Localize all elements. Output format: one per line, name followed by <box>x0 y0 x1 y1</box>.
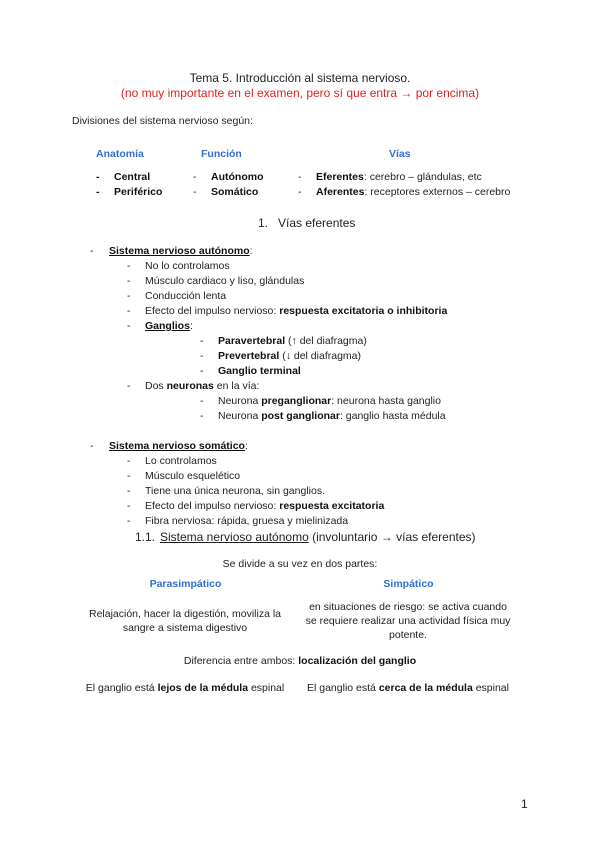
division-row: - <box>193 171 197 183</box>
division-item: Central <box>114 171 151 183</box>
section-title: Vías eferentes <box>278 216 356 230</box>
division-row: - <box>193 186 197 198</box>
list-item: Prevertebral (↓ del diafragma) <box>218 350 361 362</box>
bullet-dash: - <box>127 500 131 512</box>
bullet-dash: - <box>127 305 131 317</box>
heading-funcion: Función <box>201 148 242 160</box>
list-item: Neurona preganglionar: neurona hasta ganglio <box>218 395 441 407</box>
simpatico-text: se requiere realizar una actividad física muy <box>305 615 511 627</box>
heading-parasimpatico: Parasimpático <box>149 578 222 590</box>
section-number: 1. <box>258 216 269 230</box>
autonomo-heading: Sistema nervioso autónomo: <box>109 245 253 257</box>
parasimpatico-text: Relajación, hacer la digestión, moviliza la <box>88 608 281 620</box>
list-item: Dos neuronas en la vía: <box>145 380 260 392</box>
division-item: Aferentes: receptores externos – cerebro <box>316 186 511 198</box>
list-item: Músculo cardiaco y liso, glándulas <box>145 275 305 287</box>
bullet-dash: - <box>127 380 131 392</box>
parasimpatico-text: sangre a sistema digestivo <box>122 622 248 634</box>
bullet-dash: - <box>127 260 131 272</box>
list-item: Tiene una única neurona, sin ganglios. <box>145 485 325 497</box>
bullet-dash: - <box>90 440 94 452</box>
section-title: Sistema nervioso autónomo (involuntario → vías eferentes) <box>160 530 476 544</box>
heading-vias: Vías <box>389 148 411 160</box>
division-item: Periférico <box>114 186 163 198</box>
list-item: Paravertebral (↑ del diafragma) <box>218 335 367 347</box>
bullet-dash: - <box>127 455 131 467</box>
bullet-dash: - <box>200 350 204 362</box>
list-item: Fibra nerviosa: rápida, gruesa y mielinizada <box>145 515 349 527</box>
list-item: No lo controlamos <box>145 260 230 272</box>
bullet-dash: - <box>200 365 204 377</box>
page-subtitle: (no muy importante en el examen, pero sí que entra → por encima) <box>120 86 480 100</box>
bullet-dash: - <box>90 245 94 257</box>
division-item: Autónomo <box>211 171 264 183</box>
list-item: Ganglios: <box>145 320 193 332</box>
list-item: Músculo esquelético <box>145 470 241 482</box>
bullet-dash: - <box>127 275 131 287</box>
division-item: Eferentes: cerebro – glándulas, etc <box>316 171 482 183</box>
bullet-dash: - <box>200 410 204 422</box>
bullet-dash: - <box>127 290 131 302</box>
division-row: - <box>96 171 100 183</box>
list-item: Conducción lenta <box>145 290 227 302</box>
heading-anatomia: Anatomía <box>96 148 144 160</box>
bullet-dash: - <box>127 485 131 497</box>
simpatico-text: en situaciones de riesgo: se activa cuando <box>309 601 507 613</box>
list-item: Efecto del impulso nervioso: respuesta excitatoria <box>145 500 385 512</box>
bullet-dash: - <box>200 395 204 407</box>
page-number: 1 <box>521 797 528 811</box>
division-row: - <box>298 186 302 198</box>
difference-text: Diferencia entre ambos: localización del ganglio <box>183 655 417 667</box>
list-item: Neurona post ganglionar: ganglio hasta médula <box>218 410 446 422</box>
bullet-dash: - <box>127 515 131 527</box>
heading-simpatico: Simpático <box>383 578 434 590</box>
list-item: Lo controlamos <box>145 455 217 467</box>
parasimpatico-ganglio: El ganglio está lejos de la médula espinal <box>85 682 285 694</box>
division-row: - <box>298 171 302 183</box>
bullet-dash: - <box>127 470 131 482</box>
bullet-dash: - <box>127 320 131 332</box>
list-item: Ganglio terminal <box>218 365 301 377</box>
list-item: Efecto del impulso nervioso: respuesta excitatoria o inhibitoria <box>145 305 448 317</box>
section-number: 1.1. <box>135 530 156 544</box>
somatico-heading: Sistema nervioso somático: <box>109 440 248 452</box>
division-row: - <box>96 186 100 198</box>
compare-intro: Se divide a su vez en dos partes: <box>222 558 378 570</box>
page-title: Tema 5. Introducción al sistema nervioso. <box>189 71 411 85</box>
intro-text: Divisiones del sistema nervioso según: <box>72 115 253 127</box>
bullet-dash: - <box>200 335 204 347</box>
simpatico-ganglio: El ganglio está cerca de la médula espinal <box>307 682 509 694</box>
division-item: Somático <box>211 186 259 198</box>
simpatico-text: potente. <box>389 629 427 641</box>
